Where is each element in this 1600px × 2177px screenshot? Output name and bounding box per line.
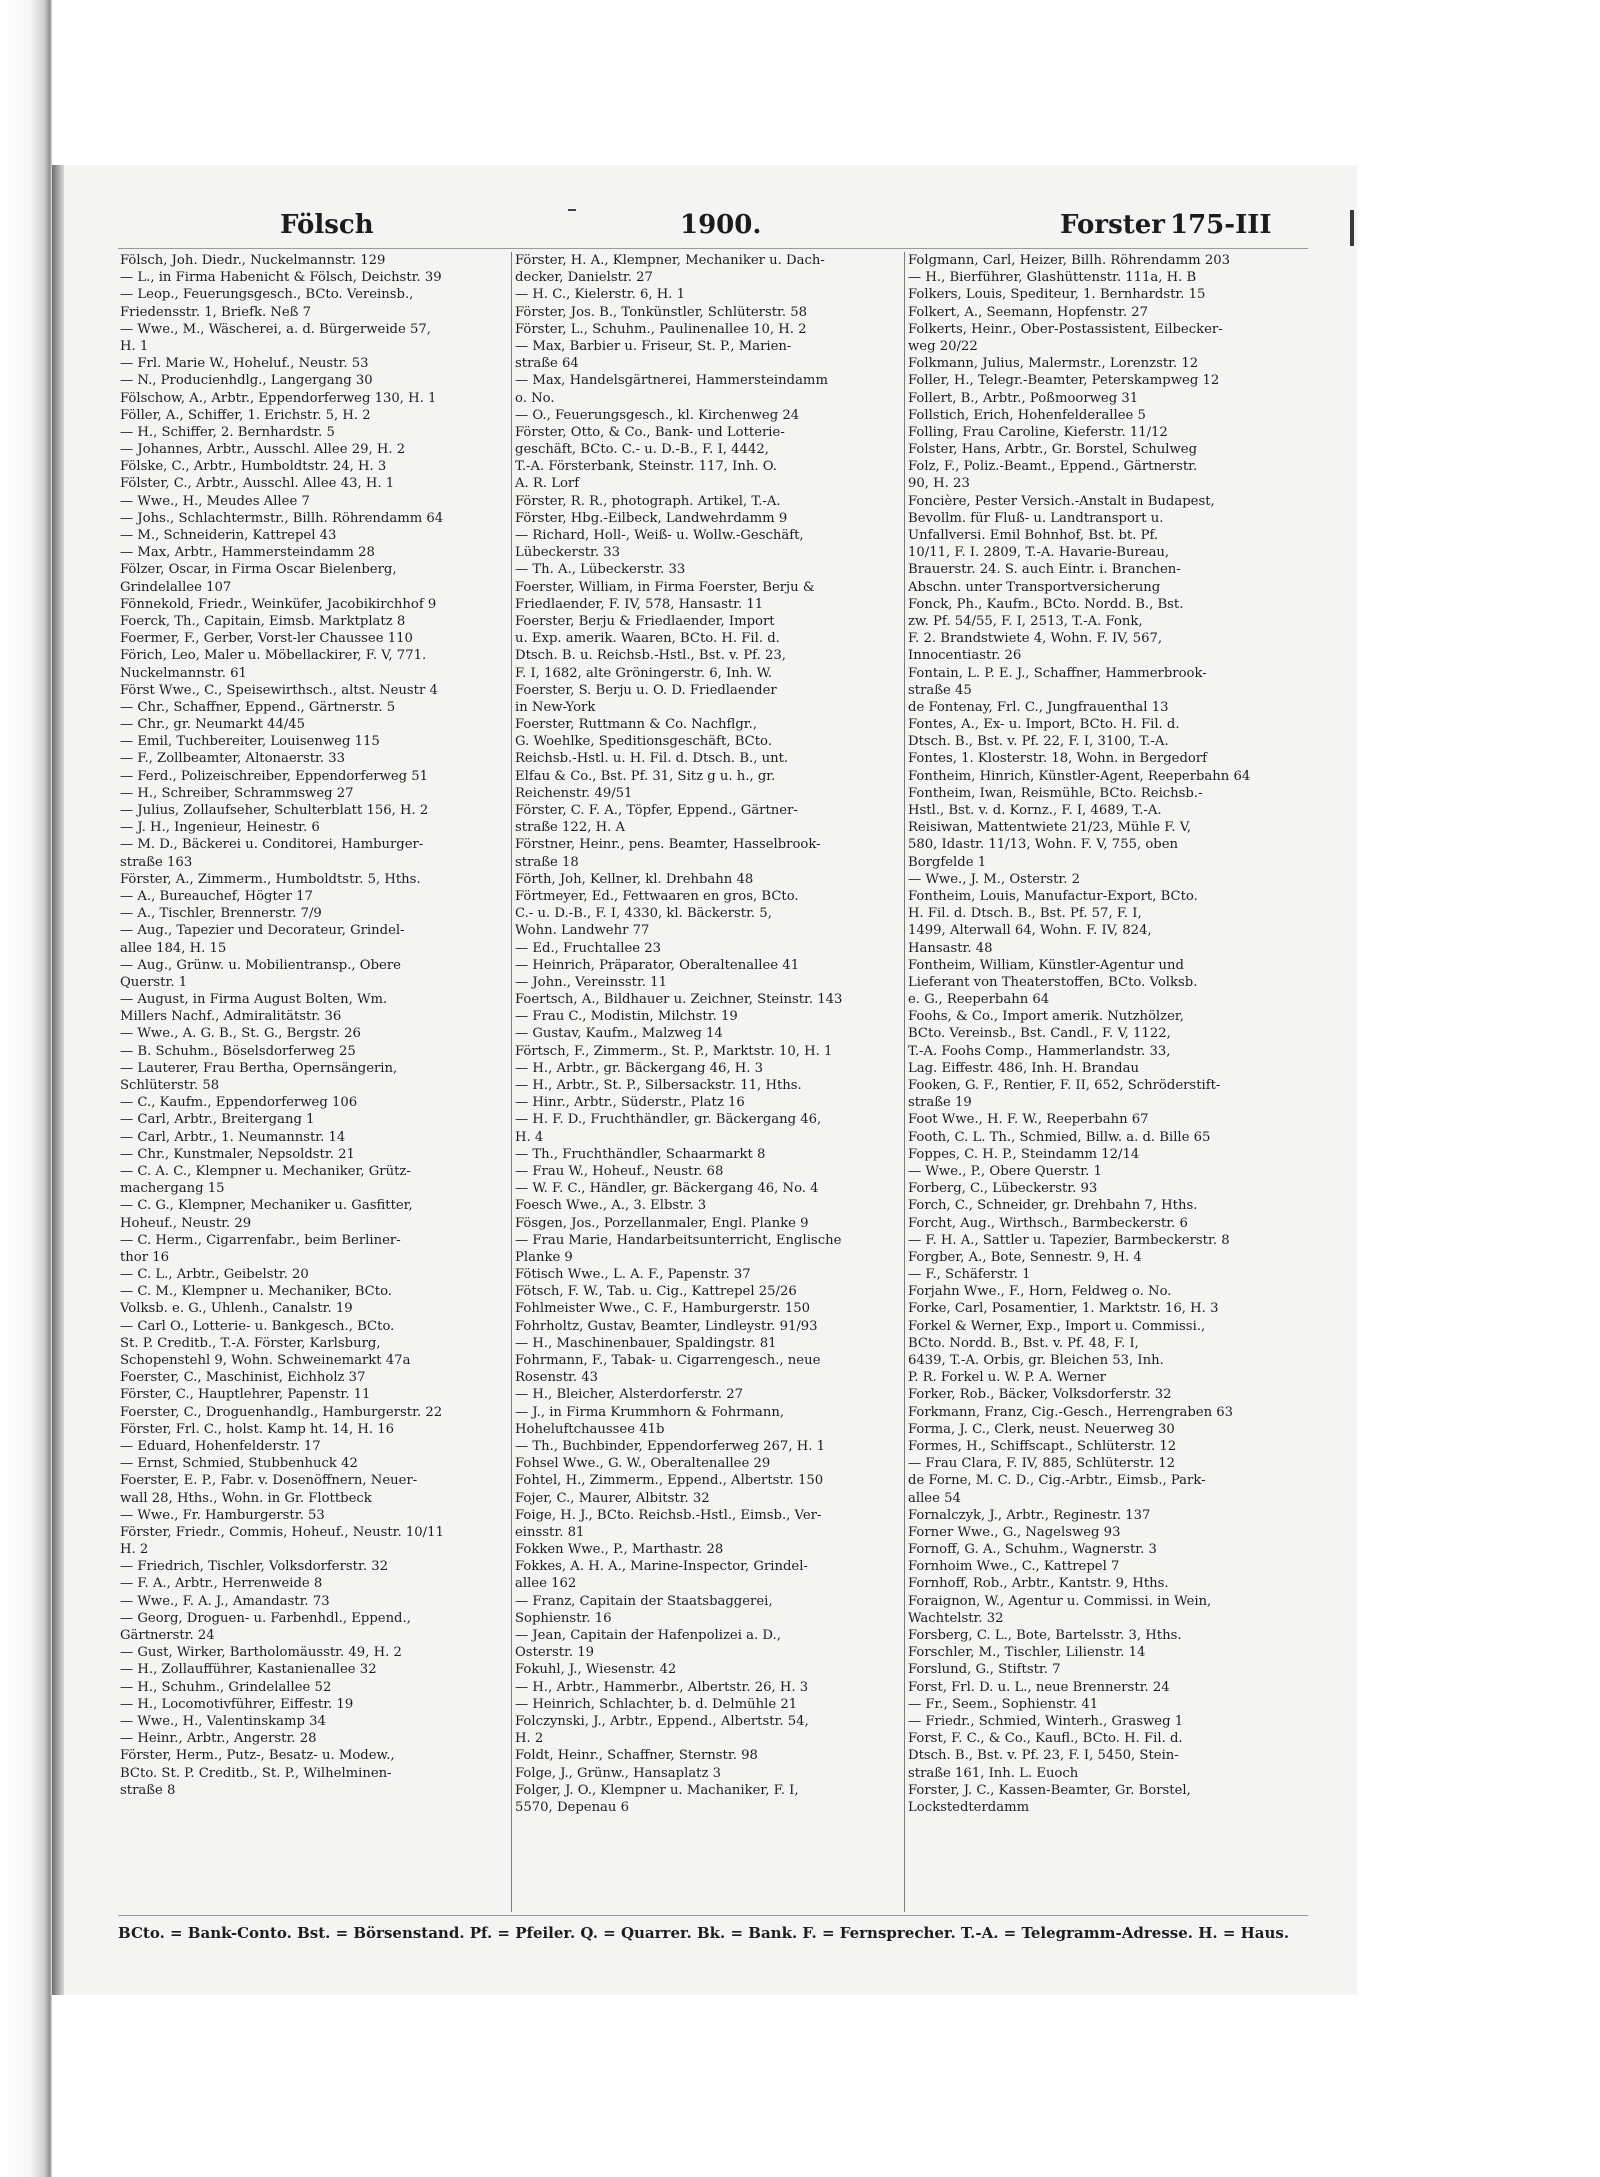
directory-column-1 [120,252,512,1912]
directory-entry-line: Rosenstr. 43 [515,1370,599,1386]
directory-entry-line: Reichenstr. 49/51 [515,785,633,801]
directory-entry-line: — Gust, Wirker, Bartholomäusstr. 49, H. 2 [120,1645,402,1661]
directory-entry-line: — Th. A., Lübeckerstr. 33 [515,562,686,578]
directory-entry-line: — Max, Handelsgärtnerei, Hammersteindamm [515,373,828,389]
directory-entry-line: P. R. Forkel u. W. P. A. Werner [908,1370,1106,1386]
directory-entry-line: — Frau Clara, F. IV, 885, Schlüterstr. 12 [908,1456,1176,1472]
directory-entry-line: Nuckelmannstr. 61 [120,665,247,681]
directory-entry-line: Follstich, Erich, Hohenfelderallee 5 [908,407,1146,423]
directory-entry-line: Förich, Leo, Maler u. Möbellackirer, F. V, 771. [120,648,427,664]
directory-entry-line: — H., Schreiber, Schrammsweg 27 [120,785,354,801]
directory-entry-line: Foot Wwe., H. F. W., Reeperbahn 67 [908,1112,1149,1128]
directory-entry-line: T.-A. Försterbank, Steinstr. 117, Inh. O. [515,459,777,475]
directory-entry-line: — H., Locomotivführer, Eiffestr. 19 [120,1696,354,1712]
directory-entry-line: — Franz, Capitain der Staatsbaggerei, [515,1593,773,1609]
directory-entry-line: — Wwe., F. A. J., Amandastr. 73 [120,1593,330,1609]
directory-entry-line: Förster, C., Hauptlehrer, Papenstr. 11 [120,1387,371,1403]
directory-entry-line: Först Wwe., C., Speisewirthsch., altst. Neustr 4 [120,682,438,698]
directory-entry-line: 90, H. 23 [908,476,970,492]
directory-entry-line: — Heinr., Arbtr., Angerstr. 28 [120,1731,317,1747]
directory-entry-line: H. Fil. d. Dtsch. B., Bst. Pf. 57, F. I, [908,906,1142,922]
directory-entry-line: de Forne, M. C. D., Cig.-Arbtr., Eimsb., Park- [908,1473,1206,1489]
directory-entry-line: — Georg, Droguen- u. Farbenhdl., Eppend., [120,1610,411,1626]
directory-entry-line: Fohsel Wwe., G. W., Oberaltenallee 29 [515,1456,771,1472]
directory-entry-line: — Th., Buchbinder, Eppendorferweg 267, H. 1 [515,1438,825,1454]
directory-entry-line: — Ferd., Polizeischreiber, Eppendorferweg 51 [120,768,429,784]
directory-entry-line: Fontheim, Louis, Manufactur-Export, BCto. [908,888,1198,904]
directory-entry-line: — Carl, Arbtr., 1. Neumannstr. 14 [120,1129,346,1145]
directory-entry-line: Schlüterstr. 58 [120,1078,220,1093]
directory-entry-line: — Hinr., Arbtr., Süderstr., Platz 16 [515,1095,745,1111]
directory-entry-line: — Th., Fruchthändler, Schaarmarkt 8 [515,1146,766,1162]
directory-entry-line: — H., Arbtr., St. P., Silbersackstr. 11, Hths. [515,1078,802,1093]
directory-entry-line: Fontheim, William, Künstler-Agentur und [908,957,1184,973]
directory-entry-line: Forst, Frl. D. u. L., neue Brennerstr. 24 [908,1679,1170,1695]
directory-entry-line: Foerster, William, in Firma Foerster, Berju & [515,579,815,595]
directory-entry-line: straße 8 [120,1782,176,1798]
directory-entry-line: — Leop., Feuerungsgesch., BCto. Vereinsb., [120,287,414,303]
directory-entry-line: — W. F. C., Händler, gr. Bäckergang 46, No. 4 [515,1181,819,1197]
directory-entry-line: Fornoff, G. A., Schuhm., Wagnerstr. 3 [908,1542,1157,1558]
directory-entry-line: Folz, F., Poliz.-Beamt., Eppend., Gärtnerstr. [908,459,1198,475]
directory-entry-line: Forschler, M., Tischler, Lilienstr. 14 [908,1645,1146,1661]
directory-entry-line: — F. A., Arbtr., Herrenweide 8 [120,1576,323,1592]
directory-entry-line: Fohrmann, F., Tabak- u. Cigarrengesch., neue [515,1353,821,1368]
directory-entry-line: Förster, A., Zimmerm., Humboldtstr. 5, Hths. [120,871,421,887]
directory-entry-line: Reisiwan, Mattentwiete 21/23, Mühle F. V, [908,820,1192,836]
directory-entry-line: Förster, Otto, & Co., Bank- und Lotterie- [515,424,785,440]
directory-entry-line: allee 54 [908,1490,961,1506]
directory-entry-line: — H., Bleicher, Alsterdorferstr. 27 [515,1387,743,1403]
directory-entry-line: — Max, Barbier u. Friseur, St. P., Marien- [515,338,792,354]
directory-entry-line: Foldt, Heinr., Schaffner, Sternstr. 98 [515,1748,758,1764]
footer-rule [118,1915,1308,1916]
directory-entry-line: Foppes, C. H. P., Steindamm 12/14 [908,1146,1140,1162]
directory-entry-line: straße 163 [120,854,193,870]
directory-entry-line: — Frau Marie, Handarbeitsunterricht, Englische [515,1232,842,1248]
directory-entry-line: — Aug., Grünw. u. Mobilientransp., Obere [120,957,401,973]
directory-entry-line: Formes, H., Schiffscapt., Schlüterstr. 12 [908,1438,1177,1454]
header-year: 1900. [680,210,762,240]
directory-entry-line: Abschn. unter Transportversicherung [908,579,1161,595]
directory-entry-line: Fohrholtz, Gustav, Beamter, Lindleystr. 91/93 [515,1318,818,1334]
directory-entry-line: 6439, T.-A. Orbis, gr. Bleichen 53, Inh. [908,1353,1164,1368]
directory-entry-line: — Ernst, Schmied, Stubbenhuck 42 [120,1456,358,1472]
directory-entry-line: Foncière, Pester Versich.-Anstalt in Budapest, [908,493,1215,509]
scan-left-edge [0,0,52,2177]
directory-entry-line: — C. G., Klempner, Mechaniker u. Gasfitter, [120,1198,413,1214]
directory-entry-line: — H. F. D., Fruchthändler, gr. Bäckergang 46, [515,1112,822,1128]
directory-entry-line: Foerster, C., Droguenhandlg., Hamburgerstr. 22 [120,1404,443,1420]
header-rule [118,248,1308,249]
directory-entry-line: Dtsch. B., Bst. v. Pf. 23, F. I, 5450, Stein- [908,1748,1179,1764]
directory-entry-line: Förster, Jos. B., Tonkünstler, Schlüterstr. 58 [515,304,808,320]
directory-entry-line: Hansastr. 48 [908,940,993,956]
header-left-keyword: Fölsch [280,210,374,240]
directory-entry-line: — Carl, Arbtr., Breitergang 1 [120,1112,315,1128]
directory-entry-line: — Wwe., Fr. Hamburgerstr. 53 [120,1507,325,1523]
directory-entry-line: — H., Maschinenbauer, Spaldingstr. 81 [515,1335,777,1351]
directory-entry-line: Förster, Frl. C., holst. Kamp ht. 14, H. 16 [120,1421,394,1437]
directory-entry-line: Wohn. Landwehr 77 [515,923,650,939]
directory-entry-line: 1499, Alterwall 64, Wohn. F. IV, 824, [908,923,1152,939]
directory-entry-line: Fokken Wwe., P., Marthastr. 28 [515,1542,724,1558]
directory-entry-line: Fohlmeister Wwe., C. F., Hamburgerstr. 150 [515,1301,811,1317]
directory-entry-line: — C. Herm., Cigarrenfabr., beim Berliner- [120,1232,401,1248]
directory-entry-line: straße 18 [515,854,579,870]
directory-entry-line: Forberg, C., Lübeckerstr. 93 [908,1181,1098,1197]
directory-entry-line: H. 2 [515,1731,544,1747]
directory-column-3 [908,252,1300,1912]
directory-entry-line: Innocentiastr. 26 [908,648,1022,664]
directory-entry-line: Forgber, A., Bote, Sennestr. 9, H. 4 [908,1249,1142,1265]
directory-entry-line: — Wwe., J. M., Osterstr. 2 [908,871,1081,887]
directory-entry-line: — Julius, Zollaufseher, Schulterblatt 156, H. 2 [120,803,429,818]
directory-entry-line: — Friedrich, Tischler, Volksdorferstr. 32 [120,1559,388,1575]
directory-entry-line: einsstr. 81 [515,1524,585,1540]
directory-entry-line: — N., Producienhdlg., Langergang 30 [120,373,373,389]
directory-entry-line: Fönnekold, Friedr., Weinküfer, Jacobikirchhof 9 [120,596,437,612]
directory-entry-line: Förster, L., Schuhm., Paulinenallee 10, H. 2 [515,321,807,337]
directory-entry-line: C.- u. D.-B., F. I, 4330, kl. Bäckerstr. 5, [515,906,772,922]
directory-entry-line: Fokuhl, J., Wiesenstr. 42 [515,1662,677,1678]
directory-entry-line: Föller, A., Schiffer, 1. Erichstr. 5, H. 2 [120,407,371,423]
directory-entry-line: — Gustav, Kaufm., Malzweg 14 [515,1026,723,1042]
directory-entry-line: decker, Danielstr. 27 [515,270,653,286]
directory-entry-line: — Richard, Holl-, Weiß- u. Wollw.-Geschäft, [515,528,804,543]
directory-entry-line: Fornhoim Wwe., C., Kattrepel 7 [908,1559,1120,1575]
directory-entry-line: Forker, Rob., Bäcker, Volksdorferstr. 32 [908,1387,1172,1403]
directory-entry-line: — Frau C., Modistin, Milchstr. 19 [515,1009,738,1025]
directory-entry-line: Borgfelde 1 [908,854,987,870]
directory-entry-line: — Chr., Schaffner, Eppend., Gärtnerstr. 5 [120,699,396,715]
directory-entry-line: Hoheuf., Neustr. 29 [120,1215,252,1231]
directory-entry-line: Folczynski, J., Arbtr., Eppend., Albertstr. 54, [515,1713,809,1729]
directory-entry-line: Fojer, C., Maurer, Albitstr. 32 [515,1490,710,1506]
directory-entry-line: H. 1 [120,338,149,354]
directory-entry-line: Foerster, C., Maschinist, Eichholz 37 [120,1370,366,1386]
directory-entry-line: Fölzer, Oscar, in Firma Oscar Bielenberg, [120,562,397,578]
directory-entry-line: — John., Vereinsstr. 11 [515,974,667,990]
directory-entry-line: Fölschow, A., Arbtr., Eppendorferweg 130, H. 1 [120,390,437,406]
directory-entry-line: straße 64 [515,356,579,372]
directory-entry-line: BCto. Vereinsb., Bst. Candl., F. V, 1122, [908,1026,1171,1042]
directory-entry-line: Förster, Herm., Putz-, Besatz- u. Modew., [120,1748,395,1764]
directory-entry-line: Fontes, 1. Klosterstr. 18, Wohn. in Bergedorf [908,751,1208,767]
directory-entry-line: — Heinrich, Präparator, Oberaltenallee 41 [515,957,800,973]
directory-entry-line: Forster, J. C., Kassen-Beamter, Gr. Borstel, [908,1782,1191,1798]
directory-entry-line: — Emil, Tuchbereiter, Louisenweg 115 [120,734,380,750]
directory-entry-line: — Eduard, Hohenfelderstr. 17 [120,1438,321,1454]
directory-entry-line: — C. A. C., Klempner u. Mechaniker, Grütz- [120,1163,411,1179]
directory-entry-line: H. 4 [515,1129,544,1145]
directory-entry-line: Hstl., Bst. v. d. Kornz., F. I, 4689, T.-A. [908,803,1162,818]
directory-entry-line: Gärtnerstr. 24 [120,1628,215,1643]
directory-entry-line: Fornhoff, Rob., Arbtr., Kantstr. 9, Hths. [908,1576,1169,1592]
directory-entry-line: Dtsch. B., Bst. v. Pf. 22, F. I, 3100, T.-A. [908,734,1169,750]
directory-entry-line: weg 20/22 [908,338,978,354]
directory-entry-line: Foerster, E. P., Fabr. v. Dosenöffnern, Neuer- [120,1473,418,1489]
directory-entry-line: Footh, C. L. Th., Schmied, Billw. a. d. Bille 65 [908,1129,1211,1145]
directory-entry-line: Foraignon, W., Agentur u. Commissi. in Wein, [908,1593,1212,1609]
directory-entry-line: St. P. Creditb., T.-A. Förster, Karlsburg, [120,1335,381,1351]
directory-entry-line: Folkerts, Heinr., Ober-Postassistent, Eilbecker- [908,321,1223,337]
directory-entry-line: Fölster, C., Arbtr., Ausschl. Allee 43, H. 1 [120,476,395,492]
directory-entry-line: Folkert, A., Seemann, Hopfenstr. 27 [908,304,1148,320]
directory-entry-line: Foohs, & Co., Import amerik. Nutzhölzer, [908,1009,1184,1025]
directory-entry-line: Folster, Hans, Arbtr., Gr. Borstel, Schulweg [908,442,1198,458]
directory-entry-line: — Lauterer, Frau Bertha, Opernsängerin, [120,1060,398,1076]
directory-entry-line: wall 28, Hths., Wohn. in Gr. Flottbeck [120,1490,372,1506]
directory-entry-line: Förster, Friedr., Commis, Hoheuf., Neustr. 10/11 [120,1524,444,1540]
directory-entry-line: — A., Tischler, Brennerstr. 7/9 [120,906,322,922]
directory-entry-line: allee 162 [515,1576,577,1592]
directory-entry-line: e. G., Reeperbahn 64 [908,992,1050,1008]
directory-entry-line: straße 161, Inh. L. Euoch [908,1765,1079,1781]
directory-entry-line: allee 184, H. 15 [120,940,227,956]
directory-entry-line: Forsberg, C. L., Bote, Bartelsstr. 3, Hths. [908,1628,1182,1643]
directory-entry-line: — F. H. A., Sattler u. Tapezier, Barmbeckerstr. 8 [908,1232,1230,1248]
directory-entry-line: Lag. Eiffestr. 486, Inh. H. Brandau [908,1060,1139,1076]
abbreviations-legend: BCto. = Bank-Conto. Bst. = Börsenstand. Pf. = Pfeiler. Q. = Quarrer. Bk. = Bank. F. = Fernsprecher. T.-A. = Telegramm-Adresse. H. = Haus. [118,1924,1290,1942]
directory-entry-line: — Chr., Kunstmaler, Nepsoldstr. 21 [120,1146,355,1162]
directory-entry-line: — L., in Firma Habenicht & Fölsch, Deichstr. 39 [120,270,442,286]
directory-entry-line: 580, Idastr. 11/13, Wohn. F. V, 755, oben [908,837,1179,853]
directory-entry-line: Bevollm. für Fluß- u. Landtransport u. [908,510,1164,526]
directory-entry-line: — Carl O., Lotterie- u. Bankgesch., BCto. [120,1318,395,1334]
directory-entry-line: — C. L., Arbtr., Geibelstr. 20 [120,1267,309,1283]
directory-entry-line: — Johs., Schlachtermstr., Billh. Röhrendamm 64 [120,510,444,526]
directory-entry-line: — Ed., Fruchtallee 23 [515,940,662,956]
directory-entry-line: Förster, C. F. A., Töpfer, Eppend., Gärtner- [515,803,798,818]
directory-entry-line: geschäft, BCto. C.- u. D.-B., F. I, 4442, [515,442,769,458]
directory-entry-line: Förster, H. A., Klempner, Mechaniker u. Dach- [515,253,825,268]
directory-entry-line: Fölske, C., Arbtr., Humboldtstr. 24, H. 3 [120,459,387,475]
directory-entry-line: — M., Schneiderin, Kattrepel 43 [120,528,337,543]
directory-entry-line: Reichsb.-Hstl. u. H. Fil. d. Dtsch. B., unt. [515,751,789,767]
directory-entry-line: — Max, Arbtr., Hammersteindamm 28 [120,545,375,561]
directory-entry-line: Foige, H. J., BCto. Reichsb.-Hstl., Eimsb., Ver- [515,1507,822,1523]
directory-entry-line: Folkers, Louis, Spediteur, 1. Bernhardstr. 15 [908,287,1206,303]
directory-entry-line: — Chr., gr. Neumarkt 44/45 [120,717,306,733]
directory-entry-line: Foerster, Berju & Friedlaender, Import [515,613,775,629]
directory-entry-line: — August, in Firma August Bolten, Wm. [120,992,388,1008]
directory-entry-line: Fokkes, A. H. A., Marine-Inspector, Grindel- [515,1559,808,1575]
directory-entry-line: — Johannes, Arbtr., Ausschl. Allee 29, H. 2 [120,442,406,458]
directory-entry-line: — C. M., Klempner u. Mechaniker, BCto. [120,1284,392,1300]
directory-entry-line: Fontes, A., Ex- u. Import, BCto. H. Fil. d. [908,717,1180,733]
directory-entry-line: Fötisch Wwe., L. A. F., Papenstr. 37 [515,1267,751,1283]
directory-entry-line: 5570, Depenau 6 [515,1799,629,1815]
directory-entry-line: — H., Zollaufführer, Kastanienallee 32 [120,1662,377,1678]
directory-entry-line: Fösgen, Jos., Porzellanmaler, Engl. Planke 9 [515,1215,809,1231]
directory-entry-line: F. 2. Brandstwiete 4, Wohn. F. IV, 567, [908,631,1163,647]
directory-entry-line: thor 16 [120,1249,170,1265]
directory-entry-line: Forjahn Wwe., F., Horn, Feldweg o. No. [908,1284,1172,1300]
directory-entry-line: — M. D., Bäckerei u. Conditorei, Hamburger- [120,837,424,853]
page-number: 175-III [1170,210,1272,240]
directory-entry-line: — F., Zollbeamter, Altonaerstr. 33 [120,751,346,767]
scan-mark [1350,210,1354,246]
directory-entry-line: Lieferant von Theaterstoffen, BCto. Volksb. [908,974,1198,990]
directory-entry-line: Förster, R. R., photograph. Artikel, T.-A. [515,493,781,509]
directory-entry-line: BCto. St. P. Creditb., St. P., Wilhelminen- [120,1765,392,1781]
directory-entry-line: Foller, H., Telegr.-Beamter, Peterskampweg 12 [908,373,1220,389]
directory-entry-line: — C., Kaufm., Eppendorferweg 106 [120,1095,358,1111]
directory-entry-line: — Wwe., H., Meudes Allee 7 [120,493,310,509]
directory-entry-line: — H. C., Kielerstr. 6, H. 1 [515,287,686,303]
directory-entry-line: Fölsch, Joh. Diedr., Nuckelmannstr. 129 [120,253,386,268]
directory-entry-line: Hoheluftchaussee 41b [515,1421,665,1437]
directory-entry-line: Planke 9 [515,1249,573,1265]
directory-entry-line: G. Woehlke, Speditionsgeschäft, BCto. [515,734,772,750]
directory-entry-line: Follert, B., Arbtr., Poßmoorweg 31 [908,390,1139,406]
directory-entry-line: — H., Arbtr., Hammerbr., Albertstr. 26, H. 3 [515,1679,809,1695]
directory-entry-line: Forkel & Werner, Exp., Import u. Commissi., [908,1318,1206,1334]
directory-entry-line: — J., in Firma Krummhorn & Fohrmann, [515,1404,785,1420]
directory-entry-line: Fohtel, H., Zimmerm., Eppend., Albertstr. 150 [515,1473,824,1489]
directory-entry-line: Lockstedterdamm [908,1799,1030,1815]
directory-entry-line: Forch, C., Schneider, gr. Drehbahn 7, Hths. [908,1198,1198,1214]
directory-entry-line: Forslund, G., Stiftstr. 7 [908,1662,1061,1678]
directory-entry-line: — Wwe., H., Valentinskamp 34 [120,1713,326,1729]
directory-entry-line: straße 45 [908,682,972,698]
directory-entry-line: Wachtelstr. 32 [908,1610,1004,1626]
directory-entry-line: Folgmann, Carl, Heizer, Billh. Röhrendamm 203 [908,253,1230,268]
directory-entry-line: Grindelallee 107 [120,579,232,595]
directory-entry-line: Förth, Joh, Kellner, kl. Drehbahn 48 [515,871,754,887]
directory-entry-line: Querstr. 1 [120,974,188,990]
directory-entry-line: — Aug., Tapezier und Decorateur, Grindel- [120,923,405,939]
directory-entry-line: Friedensstr. 1, Briefk. Neß 7 [120,304,312,320]
directory-entry-line: — F., Schäferstr. 1 [908,1267,1031,1283]
directory-entry-line: H. 2 [120,1542,149,1558]
directory-entry-line: BCto. Nordd. B., Bst. v. Pf. 48, F. I, [908,1335,1139,1351]
directory-entry-line: Osterstr. 19 [515,1645,595,1661]
directory-entry-line: — Frl. Marie W., Hoheluf., Neustr. 53 [120,356,369,372]
directory-entry-line: — Frau W., Hoheuf., Neustr. 68 [515,1163,724,1179]
directory-entry-line: Folkmann, Julius, Malermstr., Lorenzstr. 12 [908,356,1199,372]
directory-entry-line: Forner Wwe., G., Nagelsweg 93 [908,1524,1121,1540]
directory-entry-line: Dtsch. B. u. Reichsb.-Hstl., Bst. v. Pf. 23, [515,648,786,664]
directory-entry-line: Elfau & Co., Bst. Pf. 31, Sitz g u. h., gr. [515,768,776,784]
directory-entry-line: Fontheim, Hinrich, Künstler-Agent, Reeperbahn 64 [908,768,1251,784]
directory-entry-line: — H., Arbtr., gr. Bäckergang 46, H. 3 [515,1060,764,1076]
directory-entry-line: F. I, 1682, alte Gröningerstr. 6, Inh. W. [515,665,773,681]
directory-entry-line: — Heinrich, Schlachter, b. d. Delmühle 21 [515,1696,798,1712]
header-right-keyword: Forster [1060,210,1165,240]
directory-entry-line: — B. Schuhm., Böselsdorferweg 25 [120,1043,356,1059]
directory-entry-line: Forcht, Aug., Wirthsch., Barmbeckerstr. 6 [908,1215,1188,1231]
directory-entry-line: Unfallversi. Emil Bohnhof, Bst. bt. Pf. [908,528,1159,543]
directory-entry-line: Foerster, S. Berju u. O. D. Friedlaender [515,682,777,698]
directory-entry-line: de Fontenay, Frl. C., Jungfrauenthal 13 [908,699,1169,715]
directory-entry-line: Fontain, L. P. E. J., Schaffner, Hammerbrook- [908,665,1207,681]
directory-entry-line: zw. Pf. 54/55, F. I, 2513, T.-A. Fonk, [908,613,1143,629]
page-header [100,210,1280,250]
directory-entry-line: Forkmann, Franz, Cig.-Gesch., Herrengraben 63 [908,1404,1234,1420]
directory-entry-line: — Wwe., M., Wäscherei, a. d. Bürgerweide 57, [120,321,431,337]
directory-entry-line: — Wwe., A. G. B., St. G., Bergstr. 26 [120,1026,361,1042]
directory-entry-line: Lübeckerstr. 33 [515,545,621,561]
page-fold-shadow [52,165,64,1995]
directory-entry-line: Brauerstr. 24. S. auch Eintr. i. Branchen- [908,562,1181,578]
directory-entry-line: Foertsch, A., Bildhauer u. Zeichner, Steinstr. 143 [515,992,843,1008]
directory-entry-line: Foesch Wwe., A., 3. Elbstr. 3 [515,1198,707,1214]
directory-entry-line: Fontheim, Iwan, Reismühle, BCto. Reichsb.- [908,785,1203,801]
directory-entry-line: Fornalczyk, J., Arbtr., Reginestr. 137 [908,1507,1151,1523]
directory-entry-line: — Jean, Capitain der Hafenpolizei a. D., [515,1628,781,1643]
directory-entry-line: T.-A. Foohs Comp., Hammerlandstr. 33, [908,1043,1171,1059]
directory-column-2 [515,252,907,1912]
directory-entry-line: machergang 15 [120,1181,225,1197]
directory-entry-line: Forma, J. C., Clerk, neust. Neuerweg 30 [908,1421,1175,1437]
directory-entry-line: u. Exp. amerik. Waaren, BCto. H. Fil. d. [515,631,780,647]
directory-entry-line: Schopenstehl 9, Wohn. Schweinemarkt 47a [120,1353,411,1368]
directory-entry-line: — A., Bureauchef, Högter 17 [120,888,313,904]
directory-entry-line: Folger, J. O., Klempner u. Machaniker, F. I, [515,1782,799,1798]
directory-entry-line: — H., Schuhm., Grindelallee 52 [120,1679,332,1695]
directory-entry-line: Volksb. e. G., Uhlenh., Canalstr. 19 [120,1301,353,1317]
directory-entry-line: in New-York [515,699,596,715]
directory-entry-line: Sophienstr. 16 [515,1610,612,1626]
directory-entry-line: Förster, Hbg.-Eilbeck, Landwehrdamm 9 [515,510,788,526]
directory-entry-line: Foerster, Ruttmann & Co. Nachflgr., [515,717,758,733]
directory-entry-line: 10/11, F. I. 2809, T.-A. Havarie-Bureau, [908,545,1170,561]
directory-entry-line: — O., Feuerungsgesch., kl. Kirchenweg 24 [515,407,800,423]
directory-entry-line: — H., Schiffer, 2. Bernhardstr. 5 [120,424,335,440]
directory-entry-line: A. R. Lorf [515,476,580,492]
directory-entry-line: Fötsch, F. W., Tab. u. Cig., Kattrepel 25/26 [515,1284,797,1300]
directory-entry-line: — Wwe., P., Obere Querstr. 1 [908,1163,1102,1179]
directory-entry-line: Foermer, F., Gerber, Vorst-ler Chaussee 110 [120,631,413,647]
directory-entry-line: Folling, Frau Caroline, Kieferstr. 11/12 [908,424,1168,440]
directory-entry-line: Folge, J., Grünw., Hansaplatz 3 [515,1765,722,1781]
directory-entry-line: — Fr., Seem., Sophienstr. 41 [908,1696,1099,1712]
directory-entry-line: Förtsch, F., Zimmerm., St. P., Marktstr. 10, H. 1 [515,1043,833,1059]
directory-entry-line: — J. H., Ingenieur, Heinestr. 6 [120,820,320,836]
directory-entry-line: o. No. [515,390,555,406]
directory-entry-line: Foerck, Th., Capitain, Eimsb. Marktplatz 8 [120,613,406,629]
directory-entry-line: Förstner, Heinr., pens. Beamter, Hasselbrook- [515,837,821,853]
directory-entry-line: Förtmeyer, Ed., Fettwaaren en gros, BCto. [515,888,799,904]
directory-entry-line: Fooken, G. F., Rentier, F. II, 652, Schröderstift- [908,1078,1221,1093]
directory-entry-line: Forke, Carl, Posamentier, 1. Marktstr. 16, H. 3 [908,1301,1219,1317]
directory-entry-line: Fonck, Ph., Kaufm., BCto. Nordd. B., Bst. [908,596,1184,612]
directory-entry-line: straße 19 [908,1095,972,1111]
directory-entry-line: Millers Nachf., Admiralitätstr. 36 [120,1009,342,1025]
directory-entry-line: Friedlaender, F. IV, 578, Hansastr. 11 [515,596,764,612]
directory-entry-line: — Friedr., Schmied, Winterh., Grasweg 1 [908,1713,1184,1729]
directory-entry-line: straße 122, H. A [515,820,626,836]
directory-entry-line: Forst, F. C., & Co., Kaufl., BCto. H. Fil. d. [908,1731,1183,1747]
directory-entry-line: — H., Bierführer, Glashüttenstr. 111a, H. B [908,270,1197,286]
